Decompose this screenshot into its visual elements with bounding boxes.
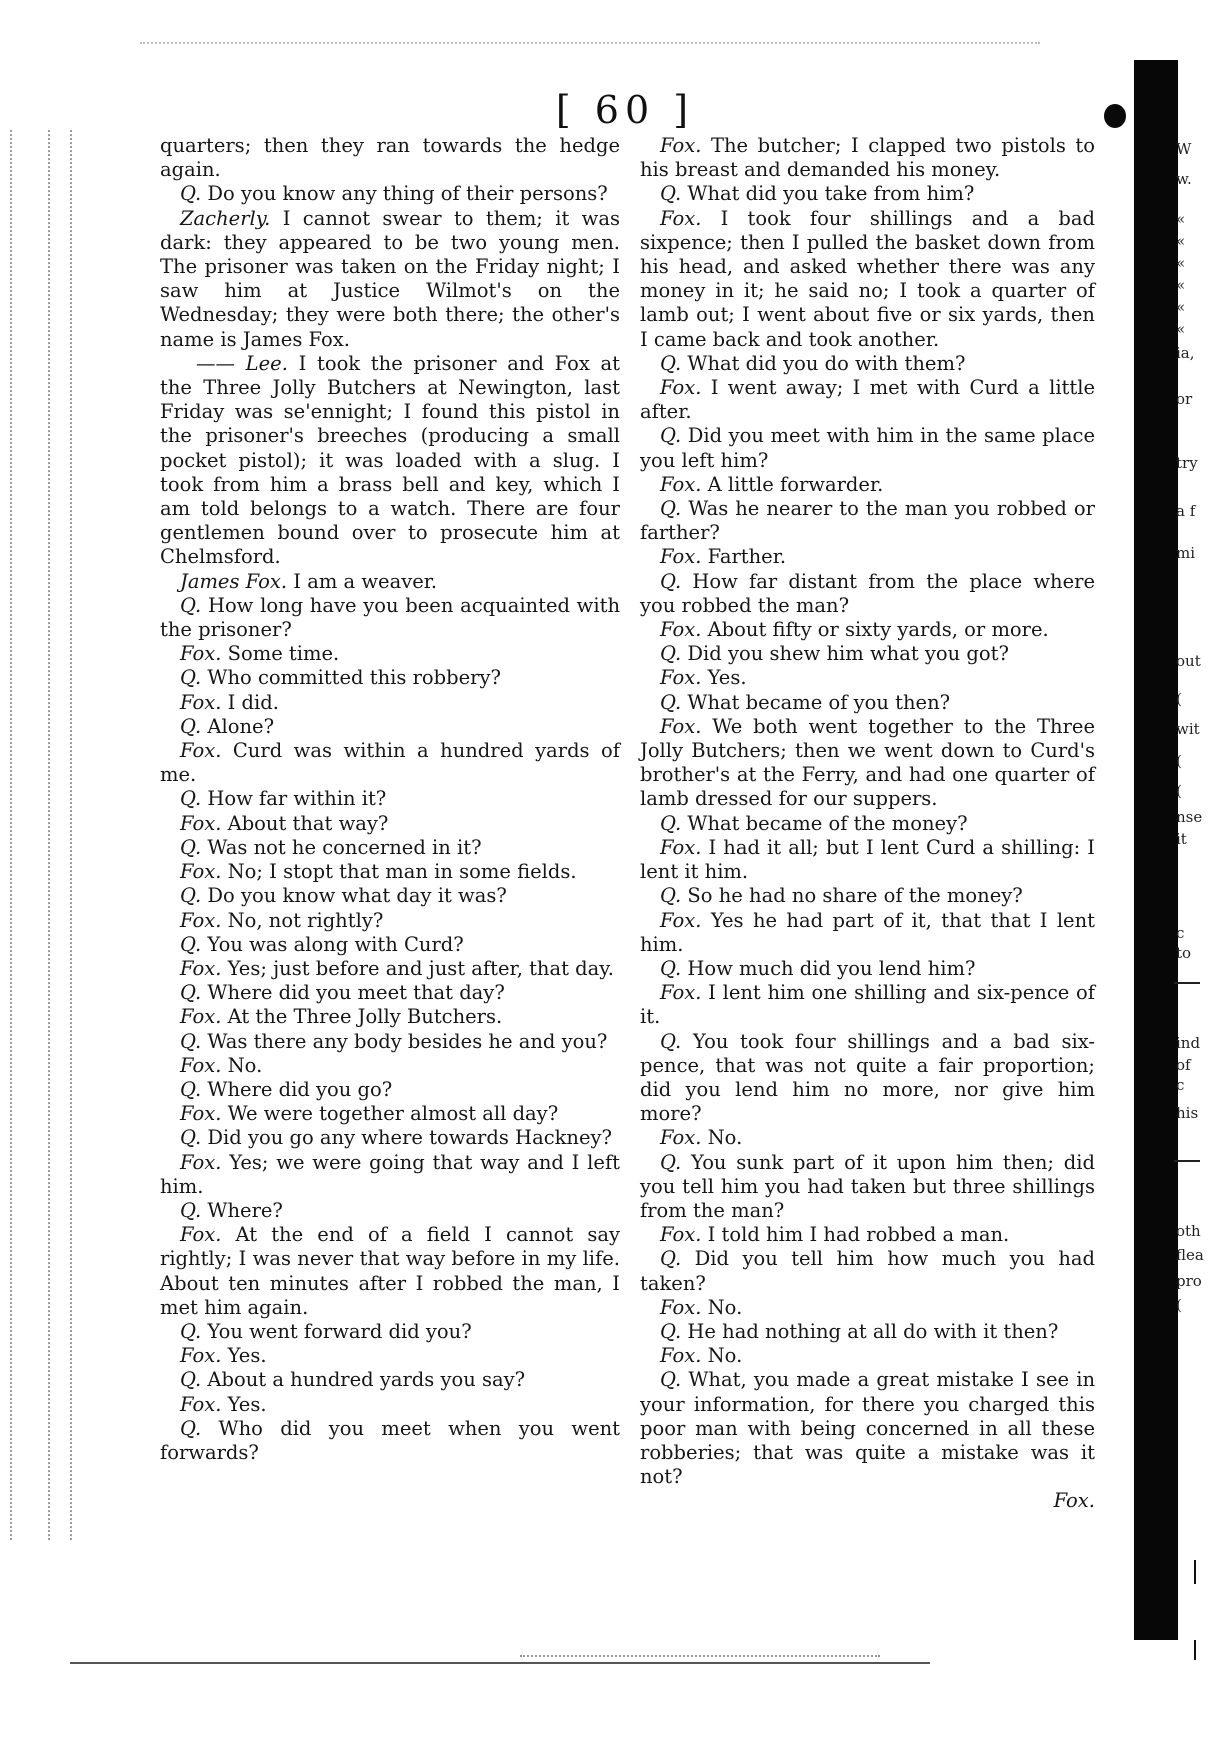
speech-text: I took four shillings and a bad sixpence; then I pulled the basket down from his head, and asked whether there was any money in it; he said no; I took a quarter of lamb out; I went about five or six yards, then I came back and took another.	[640, 206, 1096, 351]
speech-text: No, not rightly?	[227, 908, 384, 932]
testimony-line	[160, 981, 620, 1005]
speaker-label: Q.	[180, 1416, 202, 1440]
margin-fragment: «	[1176, 320, 1186, 338]
margin-fragment: (	[1176, 782, 1182, 800]
margin-fragment: flea	[1176, 1246, 1204, 1264]
speech-text: At the end of a field I cannot say rightly; I was never that way before in my life. About ten minutes after I robbed the man, I met him again.	[160, 1223, 621, 1319]
speech-text: What, you made a great mistake I see in your information, for there you charged this poor man with being concerned in all these robberies; that was quite a mistake was it not?	[640, 1368, 1096, 1489]
ink-blot	[1104, 104, 1126, 128]
speech-text: Did you shew him what you got?	[687, 642, 1009, 666]
testimony-line	[160, 1223, 620, 1320]
testimony-line	[640, 715, 1095, 812]
testimony-line	[160, 957, 620, 981]
testimony-line	[640, 424, 1095, 472]
catchword-line	[640, 1489, 1095, 1513]
speech-text: You was along with Curd?	[207, 932, 464, 956]
margin-fragment: (	[1176, 1296, 1182, 1314]
speaker-label: Q.	[660, 811, 682, 835]
testimony-line	[640, 642, 1095, 666]
speech-text: You sunk part of it upon him then; did you tell him you had taken but three shillings from the man?	[640, 1150, 1095, 1222]
testimony-line	[640, 352, 1095, 376]
speech-text: At the Three Jolly Butchers.	[227, 1005, 503, 1029]
testimony-line	[640, 1223, 1095, 1247]
speaker-label: Q.	[180, 1198, 202, 1222]
page-number: [ 60 ]	[555, 88, 695, 132]
testimony-line	[640, 376, 1095, 424]
margin-fragment: c	[1176, 924, 1185, 942]
testimony-line	[160, 1078, 620, 1102]
speech-text: The butcher; I clapped two pistols to his breast and demanded his money.	[640, 134, 1095, 182]
margin-fragment: w.	[1176, 170, 1192, 188]
margin-fragment: c	[1176, 1076, 1185, 1094]
speech-text: What became of the money?	[687, 811, 968, 835]
speaker-label: Q.	[660, 182, 682, 206]
speaker-label: Q.	[660, 1247, 682, 1271]
margin-fragment: oth	[1176, 1222, 1201, 1240]
speech-text: I lent him one shilling and six-pence of it.	[640, 981, 1095, 1029]
speaker-label: Fox.	[660, 666, 702, 690]
speech-text: We were together almost all day?	[227, 1102, 559, 1126]
speaker-label: Q.	[660, 642, 682, 666]
testimony-line	[160, 1344, 620, 1368]
testimony-line	[640, 957, 1095, 981]
speech-text: About that way?	[227, 811, 389, 835]
speech-text: Was there any body besides he and you?	[207, 1029, 608, 1053]
speaker-label: Fox.	[180, 690, 222, 714]
speaker-label: Fox.	[660, 1223, 702, 1247]
margin-fragment: ind	[1176, 1034, 1201, 1052]
speech-text: Where did you meet that day?	[207, 981, 505, 1005]
speaker-label: Q.	[660, 1150, 682, 1174]
speech-text: I told him I had robbed a man.	[707, 1223, 1010, 1247]
testimony-line	[640, 618, 1095, 642]
testimony-line	[160, 1054, 620, 1078]
speaker-label: Fox.	[660, 618, 702, 642]
speaker-label: Fox.	[180, 1344, 222, 1368]
margin-fragment: pro	[1176, 1272, 1202, 1290]
left-text-column	[160, 134, 620, 1465]
speaker-label: Q.	[660, 884, 682, 908]
speech-text: No.	[227, 1053, 263, 1077]
testimony-line	[640, 207, 1095, 352]
speaker-label: —— Lee.	[196, 351, 288, 375]
speaker-label: Q.	[180, 884, 202, 908]
speech-text: Was he nearer to the man you robbed or farther?	[640, 497, 1095, 545]
speech-text: Curd was within a hundred yards of me.	[160, 739, 620, 787]
margin-fragment: mi	[1176, 544, 1196, 562]
margin-fragment: W	[1176, 140, 1192, 158]
speech-text: Yes; just before and just after, that day.	[227, 956, 614, 980]
margin-rule	[1174, 1160, 1200, 1162]
testimony-line	[160, 787, 620, 811]
margin-fragment: ia,	[1176, 344, 1195, 362]
testimony-line	[160, 1320, 620, 1344]
speaker-label: Zacherly.	[180, 206, 271, 230]
speaker-label: Fox.	[180, 1102, 222, 1126]
margin-fragment: a f	[1176, 502, 1196, 520]
speaker-label: Fox.	[180, 1392, 222, 1416]
speaker-label: Fox.	[180, 739, 222, 763]
speech-text: No.	[707, 1295, 743, 1319]
speaker-label: Q.	[660, 569, 682, 593]
binding-dots-inner	[70, 130, 72, 1540]
speech-text: I cannot swear to them; it was dark: they appeared to be two young men. The prisoner was taken on the Friday night; I saw him at Justice Wilmot's on the Wednesday; they were both there; the other's name is James Fox.	[160, 206, 620, 351]
speech-text: Do you know what day it was?	[207, 884, 507, 908]
testimony-line	[640, 570, 1095, 618]
testimony-line	[160, 836, 620, 860]
margin-fragment: «	[1176, 298, 1186, 316]
speech-text: Did you tell him how much you had taken?	[640, 1247, 1095, 1295]
speech-text: I had it all; but I lent Curd a shilling: I lent it him.	[640, 835, 1095, 884]
speech-text: Did you go any where towards Hackney?	[207, 1126, 612, 1150]
speaker-label: Fox.	[180, 1223, 222, 1247]
speech-text: I went away; I met with Curd a little after.	[640, 376, 1096, 424]
speaker-label: Fox.	[660, 472, 702, 496]
speaker-label: Q.	[180, 981, 202, 1005]
speaker-label: Fox.	[660, 545, 702, 569]
speaker-label: Q.	[180, 1319, 202, 1343]
speech-text: How much did you lend him?	[687, 956, 976, 980]
speaker-label: Q.	[180, 182, 202, 206]
testimony-line	[640, 1247, 1095, 1295]
speaker-label: Fox.	[660, 1126, 702, 1150]
testimony-line	[160, 739, 620, 787]
speaker-label: Q.	[660, 1319, 682, 1343]
margin-fragment: (	[1176, 752, 1182, 770]
testimony-line	[160, 1368, 620, 1392]
speaker-label: Q.	[180, 1029, 202, 1053]
margin-fragment: «	[1176, 232, 1186, 250]
testimony-line	[160, 134, 620, 182]
speaker-label: Q.	[660, 497, 682, 521]
speech-text: No; I stopt that man in some fields.	[227, 860, 577, 884]
speech-text: How far within it?	[207, 787, 387, 811]
speech-text: You went forward did you?	[207, 1319, 472, 1343]
speech-text: Yes.	[707, 666, 747, 690]
speech-text: So he had no share of the money?	[687, 884, 1023, 908]
testimony-line	[640, 134, 1095, 182]
speech-text: Where did you go?	[207, 1077, 393, 1101]
margin-fragment: «	[1176, 276, 1186, 294]
speaker-label: Q.	[180, 593, 202, 617]
speaker-label: Fox.	[660, 1344, 702, 1368]
testimony-line	[640, 1151, 1095, 1224]
testimony-line	[160, 909, 620, 933]
testimony-line	[160, 1417, 620, 1465]
speaker-label: Fox.	[660, 1295, 702, 1319]
testimony-line	[160, 642, 620, 666]
speaker-label: Fox.	[180, 811, 222, 835]
testimony-line	[160, 570, 620, 594]
speech-text: Yes he had part of it, that that I lent him.	[640, 908, 1095, 956]
speech-text: Yes; we were going that way and I left him.	[160, 1150, 620, 1198]
testimony-line	[640, 1126, 1095, 1150]
speech-text: Farther.	[707, 545, 787, 569]
testimony-line	[160, 933, 620, 957]
speech-text: Who committed this robbery?	[207, 666, 501, 690]
speech-text: Some time.	[227, 642, 340, 666]
testimony-line	[640, 497, 1095, 545]
margin-fragment: to	[1176, 944, 1192, 962]
speaker-label: Q.	[180, 835, 202, 859]
speech-text: I did.	[227, 690, 279, 714]
speech-text: What did you take from him?	[687, 182, 975, 206]
speech-text: What became of you then?	[687, 690, 951, 714]
testimony-line	[640, 812, 1095, 836]
speaker-label: Q.	[180, 1368, 202, 1392]
testimony-line	[640, 182, 1095, 206]
edge-mark	[1194, 1640, 1196, 1660]
left-gutter-binding	[0, 60, 100, 1660]
speech-text: Did you meet with him in the same place you left him?	[640, 424, 1095, 472]
speaker-label: Q.	[180, 666, 202, 690]
bottom-edge-specks	[520, 1655, 880, 1657]
catchword: Fox.	[1053, 1489, 1095, 1513]
testimony-line	[160, 691, 620, 715]
testimony-line	[160, 1393, 620, 1417]
margin-fragment: (	[1176, 690, 1182, 708]
speech-text: How long have you been acquainted with the prisoner?	[160, 593, 621, 642]
right-text-column	[640, 134, 1095, 1514]
margin-fragment: try	[1176, 454, 1198, 472]
testimony-line	[640, 691, 1095, 715]
binding-dots-middle	[48, 130, 50, 1540]
speech-text: Yes.	[227, 1344, 267, 1368]
speech-text: About a hundred yards you say?	[207, 1368, 526, 1392]
testimony-line	[640, 836, 1095, 884]
speech-text: Do you know any thing of their persons?	[207, 182, 608, 206]
speaker-label: Fox.	[660, 714, 702, 738]
speaker-label: Fox.	[660, 981, 702, 1005]
speaker-label: Fox.	[180, 1005, 222, 1029]
speech-text: I am a weaver.	[293, 569, 438, 593]
speaker-label: Q.	[660, 1368, 682, 1392]
margin-fragment: it	[1176, 830, 1187, 848]
margin-rule	[1174, 982, 1200, 984]
speaker-label: Fox.	[660, 908, 702, 932]
speaker-label: Q.	[660, 956, 682, 980]
speaker-label: Q.	[660, 351, 682, 375]
margin-fragment: «	[1176, 254, 1186, 272]
bottom-page-edge	[70, 1662, 930, 1664]
testimony-line	[160, 884, 620, 908]
speaker-label: Q.	[660, 690, 682, 714]
testimony-line	[160, 352, 620, 570]
testimony-line	[640, 545, 1095, 569]
speaker-label: Fox.	[180, 956, 222, 980]
speaker-label: Fox.	[180, 860, 222, 884]
speaker-label: Fox.	[180, 642, 222, 666]
speech-text: Alone?	[207, 714, 275, 738]
speaker-label: Fox.	[180, 1053, 222, 1077]
speech-text: No.	[707, 1126, 743, 1150]
speaker-label: Q.	[180, 714, 202, 738]
speech-text: We both went together to the Three Jolly Butchers; then we went down to Curd's brother's at the Ferry, and had one quarter of lamb dressed for our suppers.	[640, 714, 1095, 811]
speaker-label: Fox.	[660, 376, 702, 400]
speaker-label: Q.	[180, 1126, 202, 1150]
speaker-label: Q.	[660, 424, 682, 448]
speech-text: Yes.	[227, 1392, 267, 1416]
speech-text: About fifty or sixty yards, or more.	[707, 618, 1049, 642]
margin-fragment: out	[1176, 652, 1201, 670]
testimony-line	[160, 666, 620, 690]
speaker-label: Fox.	[660, 835, 702, 859]
testimony-line	[160, 715, 620, 739]
testimony-line	[640, 1368, 1095, 1489]
binding-dots-outer	[10, 130, 12, 1540]
edge-mark	[1194, 1560, 1196, 1584]
testimony-line	[640, 1344, 1095, 1368]
testimony-line	[160, 1199, 620, 1223]
speech-text: How far distant from the place where you robbed the man?	[640, 569, 1095, 617]
speech-text: Where?	[207, 1198, 283, 1222]
testimony-line	[160, 1005, 620, 1029]
speech-text: quarters; then they ran towards the hedge again.	[160, 134, 620, 182]
margin-fragment: his	[1176, 1104, 1199, 1122]
margin-fragment: or	[1176, 390, 1193, 408]
testimony-line	[160, 1030, 620, 1054]
margin-fragment: «	[1176, 210, 1186, 228]
top-edge-specks	[140, 42, 1040, 48]
speaker-label: Q.	[180, 787, 202, 811]
testimony-line	[160, 594, 620, 642]
speaker-label: Fox.	[660, 206, 702, 230]
testimony-line	[160, 182, 620, 206]
margin-fragment: nse	[1176, 808, 1203, 826]
speaker-label: Fox.	[180, 1150, 222, 1174]
testimony-line	[640, 1030, 1095, 1127]
testimony-line	[640, 884, 1095, 908]
margin-fragment: of	[1176, 1056, 1191, 1074]
speaker-label: Q.	[180, 932, 202, 956]
testimony-line	[640, 666, 1095, 690]
speaker-label: Fox.	[660, 134, 702, 157]
testimony-line	[160, 1126, 620, 1150]
speaker-label: Q.	[180, 1077, 202, 1101]
margin-fragment: wit	[1176, 720, 1200, 738]
speaker-label: Fox.	[180, 908, 222, 932]
testimony-line	[640, 981, 1095, 1029]
testimony-line	[160, 812, 620, 836]
speech-text: Was not he concerned in it?	[207, 835, 482, 859]
speech-text: No.	[707, 1344, 743, 1368]
testimony-line	[640, 473, 1095, 497]
speech-text: You took four shillings and a bad six-pence, that was not quite a fair proportion; did you lend him no more, nor give him more?	[640, 1029, 1095, 1126]
speaker-label: Q.	[660, 1029, 682, 1053]
testimony-line	[640, 1296, 1095, 1320]
speech-text: He had nothing at all do with it then?	[687, 1319, 1059, 1343]
testimony-line	[160, 1102, 620, 1126]
speech-text: Who did you meet when you went forwards?	[160, 1416, 621, 1464]
testimony-line	[160, 207, 620, 352]
speech-text: What did you do with them?	[687, 351, 966, 375]
testimony-line	[640, 1320, 1095, 1344]
testimony-line	[160, 860, 620, 884]
speech-text: A little forwarder.	[707, 472, 884, 496]
testimony-line	[640, 909, 1095, 957]
speech-text: I took the prisoner and Fox at the Three Jolly Butchers at Newington, last Friday was se'ennight; I found this pistol in the prisoner's breeches (producing a small pocket pistol); it was loaded with a slug. I took from him a brass bell and key, which I am told belongs to a watch. There are four gentlemen bound over to prosecute him at Chelmsford.	[160, 351, 621, 569]
testimony-line	[160, 1151, 620, 1199]
facing-page-shadow	[1134, 60, 1178, 1640]
speaker-label: James Fox.	[180, 569, 288, 593]
